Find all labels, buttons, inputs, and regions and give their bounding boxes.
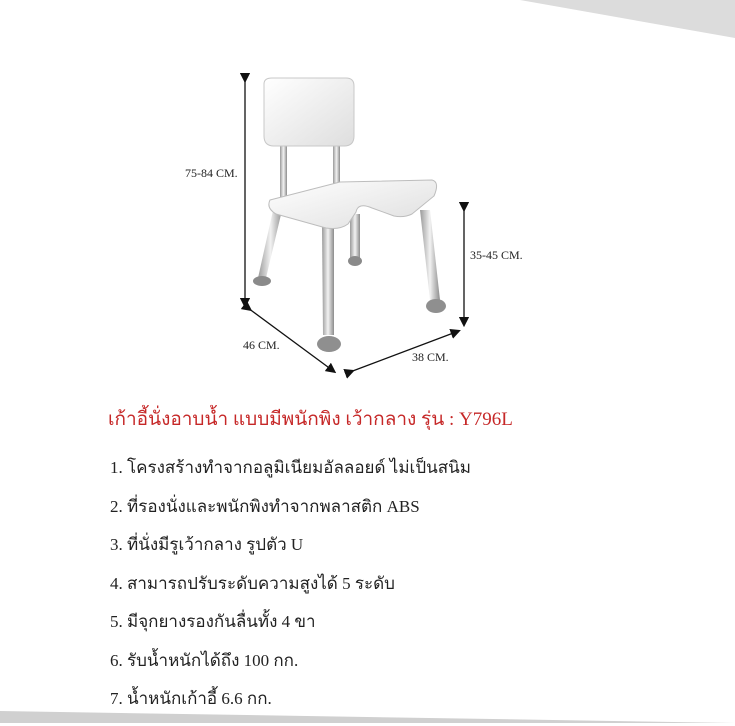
feature-text: โครงสร้างทำจากอลูมิเนียมอัลลอยด์ ไม่เป็นสนิม <box>127 458 471 477</box>
feature-number: 6. <box>110 650 123 670</box>
feature-list <box>110 456 471 726</box>
feature-item <box>110 610 471 649</box>
feature-number: 3. <box>110 535 123 554</box>
seat-height-label: 35-45 CM. <box>470 248 523 262</box>
feature-text: ที่นั่งมีรูเว้ากลาง รูปตัว U <box>127 535 304 554</box>
feature-number: 5. <box>110 612 123 631</box>
feature-item <box>110 649 471 688</box>
feature-text: มีจุกยางรองกันลื่นทั้ง 4 ขา <box>127 612 316 631</box>
feature-item <box>110 687 471 726</box>
feature-item <box>110 533 471 572</box>
depth-label: 46 CM. <box>243 338 280 352</box>
feature-text: น้ำหนักเก้าอี้ 6.6 กก. <box>127 689 272 708</box>
feature-number: 7. <box>110 689 123 708</box>
feature-item <box>110 572 471 611</box>
feature-number: 1. <box>110 458 123 477</box>
product-title: เก้าอี้นั่งอาบน้ำ แบบมีพนักพิง เว้ากลาง รุ่น : Y796L <box>108 409 513 430</box>
feature-text: สามารถปรับระดับความสูงได้ 5 ระดับ <box>127 573 395 593</box>
feature-item <box>110 495 471 534</box>
feature-text: ที่รองนั่งและพนักพิงทำจากพลาสติก ABS <box>127 496 420 516</box>
height-label: 75-84 CM. <box>185 166 238 180</box>
feature-text: รับน้ำหนักได้ถึง 100 กก. <box>127 650 299 670</box>
feature-number: 4. <box>110 573 123 593</box>
feature-number: 2. <box>110 496 123 516</box>
feature-item <box>110 456 471 495</box>
width-label: 38 CM. <box>412 350 449 364</box>
